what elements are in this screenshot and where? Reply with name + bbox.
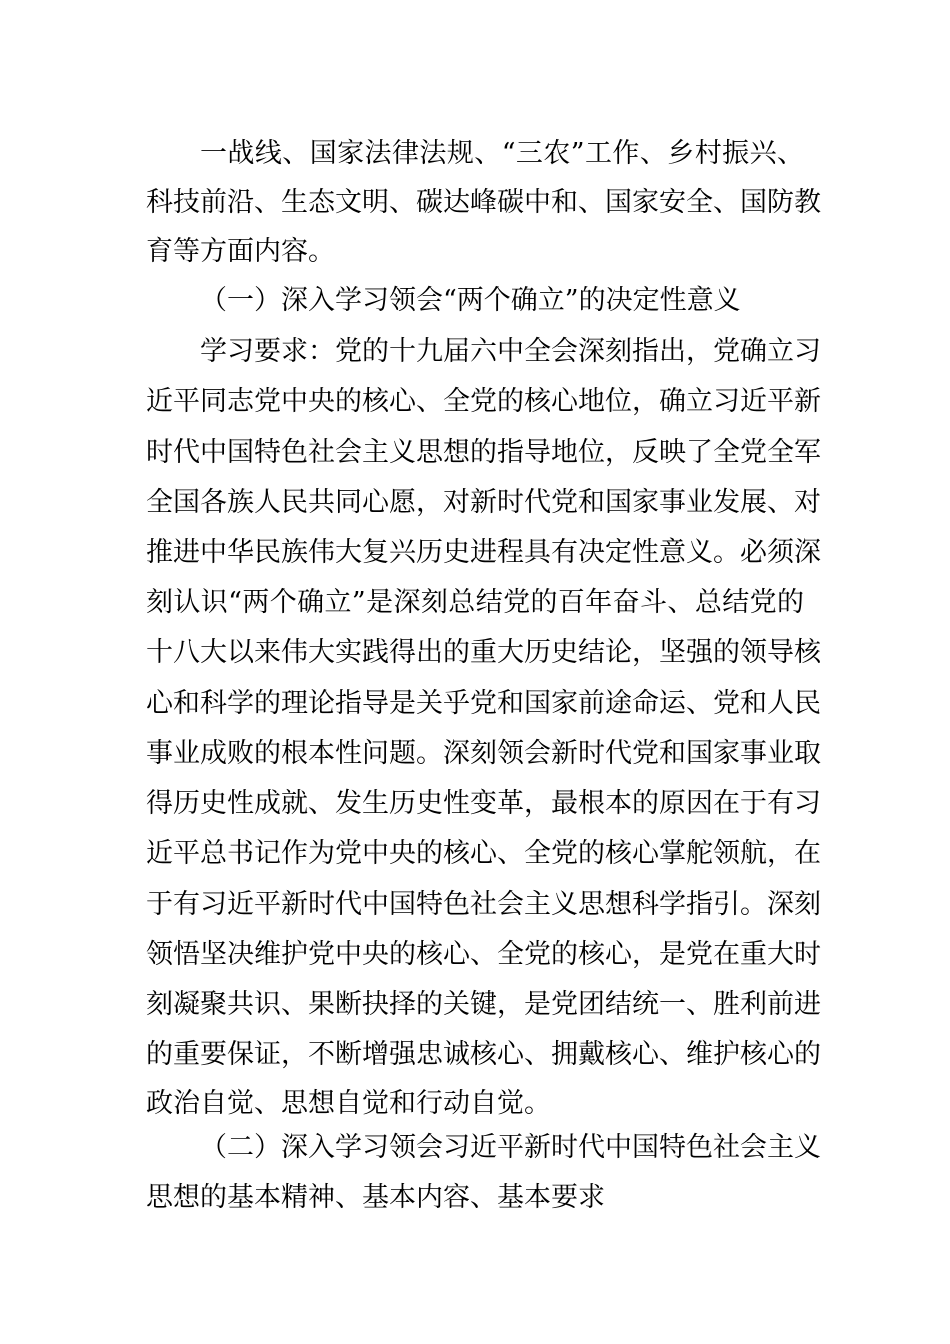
section-1-line: 学习要求：党的十九届六中全会深刻指出，党确立习 [200, 336, 821, 367]
section-1-line: 心和科学的理论指导是关乎党和国家前途命运、党和人民 [146, 688, 821, 719]
section-2-heading-line-2: 思想的基本精神、基本内容、基本要求 [146, 1182, 605, 1213]
section-1-line: 时代中国特色社会主义思想的指导地位，反映了全党全军 [146, 437, 821, 468]
section-1-heading: （一）深入学习领会“两个确立”的决定性意义 [200, 285, 741, 316]
section-1-line: 刻凝聚共识、果断抉择的关键，是党团结统一、胜利前进 [146, 989, 821, 1020]
section-1-line: 领悟坚决维护党中央的核心、全党的核心，是党在重大时 [146, 939, 821, 970]
section-2-heading-line-1: （二）深入学习领会习近平新时代中国特色社会主义 [200, 1132, 821, 1163]
section-1-line: 得历史性成就、发生历史性变革，最根本的原因在于有习 [146, 788, 821, 819]
section-1-line: 近平同志党中央的核心、全党的核心地位，确立习近平新 [146, 386, 821, 417]
section-1-line: 于有习近平新时代中国特色社会主义思想科学指引。深刻 [146, 889, 821, 920]
intro-line-2: 科技前沿、生态文明、碳达峰碳中和、国家安全、国防教 [146, 187, 821, 218]
section-1-line: 的重要保证，不断增强忠诚核心、拥戴核心、维护核心的 [146, 1039, 821, 1070]
intro-line-1: 一战线、国家法律法规、“三农”工作、乡村振兴、 [200, 138, 804, 169]
section-1-line: 全国各族人民共同心愿，对新时代党和国家事业发展、对 [146, 487, 821, 518]
intro-line-3: 育等方面内容。 [146, 236, 335, 267]
section-1-line: 事业成败的根本性问题。深刻领会新时代党和国家事业取 [146, 738, 821, 769]
section-1-line: 政治自觉、思想自觉和行动自觉。 [146, 1088, 551, 1119]
section-1-line: 十八大以来伟大实践得出的重大历史结论，坚强的领导核 [146, 637, 821, 668]
section-1-line: 刻认识“两个确立”是深刻总结党的百年奋斗、总结党的 [146, 587, 804, 618]
section-1-line: 推进中华民族伟大复兴历史进程具有决定性意义。必须深 [146, 537, 821, 568]
section-1-line: 近平总书记作为党中央的核心、全党的核心掌舵领航，在 [146, 838, 821, 869]
